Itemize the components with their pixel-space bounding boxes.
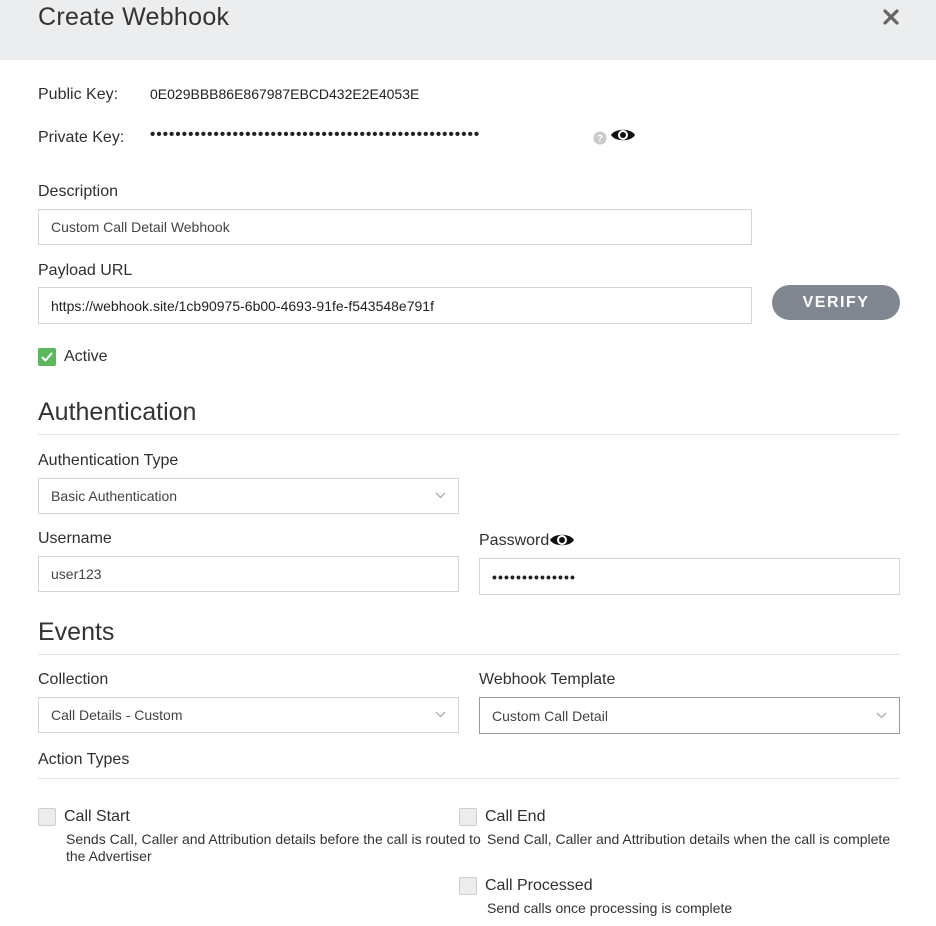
call-end-label: Call End: [485, 808, 546, 825]
password-input[interactable]: [479, 558, 900, 595]
active-label: Active: [64, 348, 108, 365]
collection-select[interactable]: [38, 697, 459, 733]
public-key-value: 0E029BBB86E867987EBCD432E2E4053E: [150, 86, 420, 102]
webhook-template-label: Webhook Template: [479, 671, 616, 688]
help-icon[interactable]: [593, 131, 607, 145]
username-input-value: user123: [51, 566, 102, 582]
action-types-label: Action Types: [38, 751, 130, 768]
private-key-label: Private Key:: [38, 129, 125, 146]
modal-header: [0, 0, 936, 60]
active-checkbox[interactable]: [38, 348, 56, 366]
payload-url-input-value: https://webhook.site/1cb90975-6b00-4693-91fe-f543548e791f: [51, 297, 434, 314]
collection-label: Collection: [38, 671, 109, 688]
collection-select-value: Call Details - Custom: [51, 707, 183, 723]
authentication-section-title: Authentication: [38, 398, 197, 426]
action-types-divider: [38, 778, 900, 779]
username-label: Username: [38, 530, 112, 547]
password-input-value: ••••••••••••••: [492, 568, 577, 585]
checkmark-icon: [39, 349, 55, 365]
call-start-label: Call Start: [64, 808, 130, 825]
private-key-value: ••••••••••••••••••••••••••••••••••••••••••••••••••••: [150, 126, 481, 143]
webhook-template-select-value: Custom Call Detail: [492, 707, 608, 724]
authentication-type-value: Basic Authentication: [51, 488, 178, 504]
authentication-type-label: Authentication Type: [38, 452, 179, 469]
close-icon[interactable]: [880, 6, 902, 28]
webhook-template-select[interactable]: [479, 697, 900, 734]
authentication-divider: [38, 434, 900, 435]
username-input[interactable]: [38, 556, 459, 592]
description-label: Description: [38, 183, 119, 200]
description-input[interactable]: [38, 209, 752, 245]
description-input-value: Custom Call Detail Webhook: [51, 219, 230, 235]
verify-button[interactable]: VERIFY: [772, 285, 900, 320]
show-private-key-eye-icon[interactable]: [610, 126, 636, 144]
call-start-checkbox[interactable]: [38, 808, 56, 826]
password-label: Password: [479, 532, 550, 549]
svg-text:?: ?: [596, 133, 604, 145]
chevron-down-icon: [435, 711, 446, 718]
events-section-title: Events: [38, 618, 115, 646]
call-end-checkbox[interactable]: [459, 808, 477, 826]
call-processed-checkbox[interactable]: [459, 877, 477, 895]
public-key-label: Public Key:: [38, 86, 119, 103]
modal-title: Create Webhook: [38, 3, 230, 31]
payload-url-label: Payload URL: [38, 262, 133, 279]
call-start-description: [66, 831, 481, 865]
chevron-down-icon: [435, 492, 446, 499]
authentication-type-select[interactable]: [38, 478, 459, 514]
events-divider: [38, 654, 900, 655]
call-start-description-line: Sends Call, Caller and Attribution details before the call is routed to: [66, 831, 481, 847]
call-processed-label: Call Processed: [485, 877, 593, 894]
chevron-down-icon: [876, 712, 887, 719]
call-start-description-line: the Advertiser: [66, 848, 152, 864]
show-password-eye-icon[interactable]: [549, 531, 575, 549]
call-processed-description: Send calls once processing is complete: [487, 900, 733, 916]
call-end-description: Send Call, Caller and Attribution details when the call is complete: [487, 831, 891, 847]
payload-url-input[interactable]: [38, 287, 752, 324]
